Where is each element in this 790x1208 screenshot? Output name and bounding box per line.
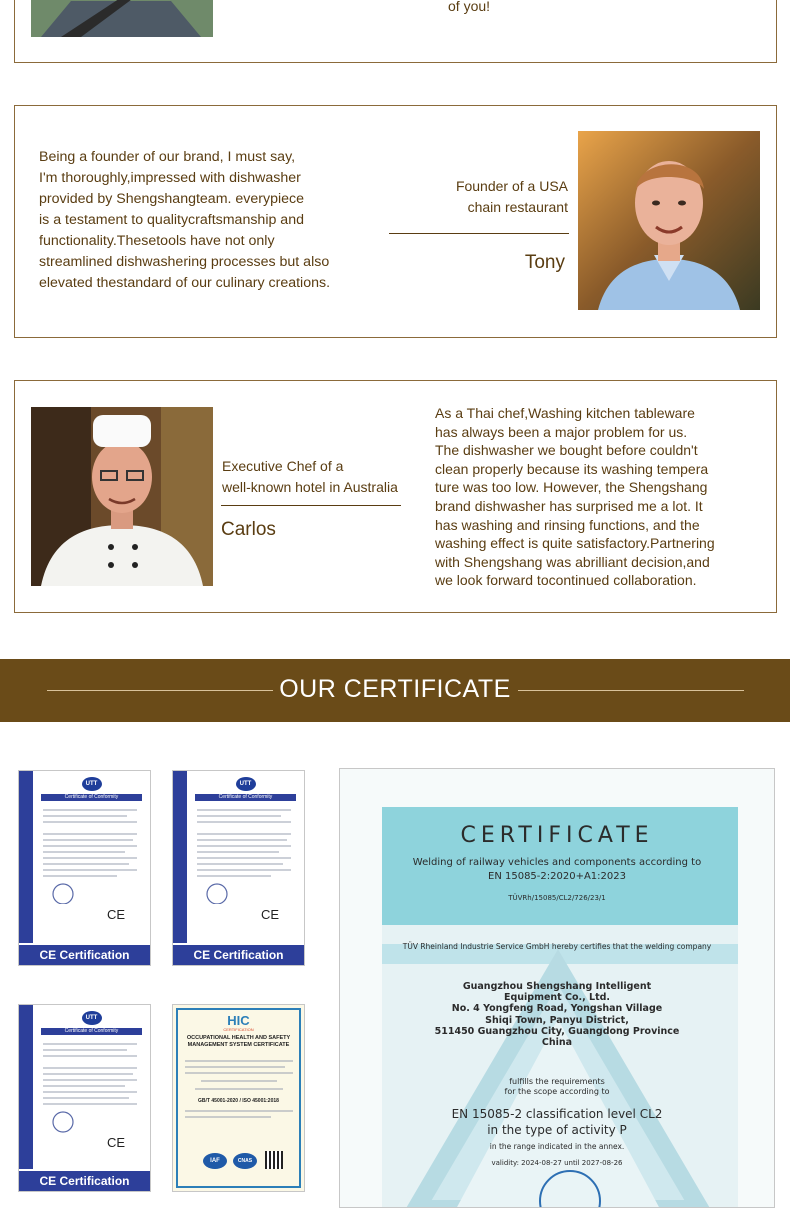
certificate-company — [340, 981, 774, 1048]
role-line: Founder of a USA — [455, 178, 568, 194]
certificate-subtitle — [340, 856, 774, 884]
certificate-standard: GB/T 45001-2020 / ISO 45001:2018 — [198, 1098, 279, 1104]
level-line: EN 15085-2 classification level CL2 — [451, 1107, 663, 1121]
role-line: Executive Chef of a — [222, 458, 344, 474]
testimonial-card-carlos — [14, 380, 777, 613]
certificate-doc-title: Certificate of Conformity — [41, 1028, 142, 1035]
utt-logo-icon: UTT — [82, 777, 102, 791]
ce-mark: CE — [107, 1135, 126, 1150]
certificate-side-strip — [19, 1005, 33, 1169]
level-line: in the type of activity P — [487, 1122, 627, 1137]
company-line: Equipment Co., Ltd. — [503, 992, 611, 1004]
customer-photo-carlos — [31, 407, 213, 586]
quote-line: Being a founder of our brand, I must say, — [39, 149, 296, 165]
iaf-logo-icon: IAF — [203, 1153, 227, 1169]
company-line: Shiqi Town, Panyu District, — [485, 1014, 629, 1026]
quote-line: ture was too low. However, the Shengshang — [435, 479, 708, 496]
hic-logo-icon: HIC — [227, 1013, 250, 1028]
customer-photo — [31, 0, 213, 37]
quote-line: clean properly because its washing tempera — [435, 460, 709, 477]
ce-mark: CE — [107, 907, 126, 922]
certificate-range: in the range indicated in the annex. — [489, 1142, 625, 1151]
quote-line: washing effect is quite satisfactory.Partnering — [435, 535, 715, 552]
certificate-text-lines — [181, 1055, 298, 1125]
quote-line: is a testament to qualitycraftsmanship and — [39, 212, 304, 228]
fulfills-line: for the scope according to — [504, 1087, 610, 1096]
quote-line: has always been a major problem for us. — [435, 423, 688, 440]
certificate-level — [340, 1107, 774, 1138]
quote-line: brand dishwasher has surprised me a lot. It — [435, 497, 703, 514]
author-name-carlos: Carlos — [221, 519, 276, 540]
certificate-document — [37, 1009, 146, 1165]
author-divider — [389, 233, 569, 234]
company-line: China — [541, 1037, 573, 1049]
certificate-document — [191, 775, 300, 939]
certificate-side-strip — [173, 771, 187, 943]
fulfills-line: fulfills the requirements — [509, 1077, 605, 1086]
ohs-certificate-thumbnail[interactable] — [172, 1004, 305, 1192]
customer-photo-tony — [578, 131, 760, 310]
testimonial-card-top — [14, 0, 777, 63]
certificate-doc-title: Certificate of Conformity — [195, 794, 296, 801]
certificate-text-lines — [191, 804, 299, 904]
testimonial-card-tony — [14, 105, 777, 338]
testimonial-quote-tony — [39, 147, 399, 294]
certificate-caption: CE Certification — [173, 945, 304, 965]
quote-line: The dishwasher we bought before couldn't — [435, 442, 698, 459]
ce-mark: CE — [261, 907, 280, 922]
author-role-carlos — [222, 456, 432, 498]
hic-logo-subtitle: CERTIFICATION — [223, 1027, 254, 1032]
role-line: well-known hotel in Australia — [222, 479, 398, 495]
section-title: OUR CERTIFICATE — [279, 675, 511, 703]
certificate-issuer: TÜV Rheinland Industrie Service GmbH hereby certifies that the welding company — [402, 942, 712, 951]
quote-line: As a Thai chef,Washing kitchen tableware — [435, 405, 695, 421]
testimonial-quote-carlos — [435, 404, 775, 590]
subtitle-line: EN 15085-2:2020+A1:2023 — [488, 871, 626, 882]
ce-certificate-thumbnail[interactable] — [18, 1004, 151, 1192]
quote-line: provided by Shengshangteam. everypiece — [39, 191, 305, 207]
quote-line: we look forward tocontinued collaboration. — [435, 572, 697, 589]
certificate-text-lines — [37, 1038, 145, 1134]
certificate-text-lines — [37, 804, 145, 904]
author-divider — [221, 505, 401, 506]
certificate-validity: validity: 2024-08-27 until 2027-08-26 — [491, 1159, 623, 1167]
subtitle-line: Welding of railway vehicles and components according to — [412, 857, 702, 868]
company-line: 511450 Guangzhou City, Guangdong Province — [434, 1025, 680, 1037]
qr-code-icon — [265, 1151, 283, 1169]
certificate-doc-title: Certificate of Conformity — [41, 794, 142, 801]
utt-logo-icon: UTT — [82, 1011, 102, 1025]
quote-line: streamlined dishwashering processes but also — [39, 254, 330, 270]
testimonial-closing-text: of you! — [448, 0, 491, 14]
banner-divider-right — [518, 690, 744, 691]
author-role-tony — [395, 176, 568, 218]
quote-line: I'm thoroughly,impressed with dishwasher — [39, 170, 301, 186]
certificate-caption: CE Certification — [19, 945, 150, 965]
certificate-doc-title: OCCUPATIONAL HEALTH AND SAFETY MANAGEMENT SYSTEM CERTIFICATE — [186, 1035, 291, 1048]
role-line: chain restaurant — [467, 199, 568, 215]
utt-logo-icon: UTT — [236, 777, 256, 791]
ce-certificate-thumbnail[interactable] — [172, 770, 305, 966]
certificate-document — [37, 775, 146, 939]
quote-line: elevated thestandard of our culinary creations. — [39, 275, 331, 291]
quote-line: with Shengshang was abrilliant decision,and — [435, 553, 710, 570]
certificate-heading: CERTIFICATE — [460, 823, 654, 848]
ce-certificate-thumbnail[interactable] — [18, 770, 151, 966]
quote-line: has washing and rinsing functions, and the — [435, 516, 700, 533]
certificate-reference: TÜVRh/15085/CL2/726/23/1 — [508, 894, 606, 902]
welding-certificate[interactable] — [339, 768, 775, 1208]
company-line: No. 4 Yongfeng Road, Yongshan Village — [451, 1003, 663, 1015]
certificate-side-strip — [19, 771, 33, 943]
certificate-caption: CE Certification — [19, 1171, 150, 1191]
cnas-logo-icon: CNAS — [233, 1153, 257, 1169]
certificate-section-banner — [0, 659, 790, 722]
quote-line: functionality.Thesetools have not only — [39, 233, 275, 249]
certificate-fulfills — [340, 1077, 774, 1097]
company-line: Guangzhou Shengshang Intelligent — [462, 981, 652, 992]
author-name-tony: Tony — [524, 252, 565, 273]
